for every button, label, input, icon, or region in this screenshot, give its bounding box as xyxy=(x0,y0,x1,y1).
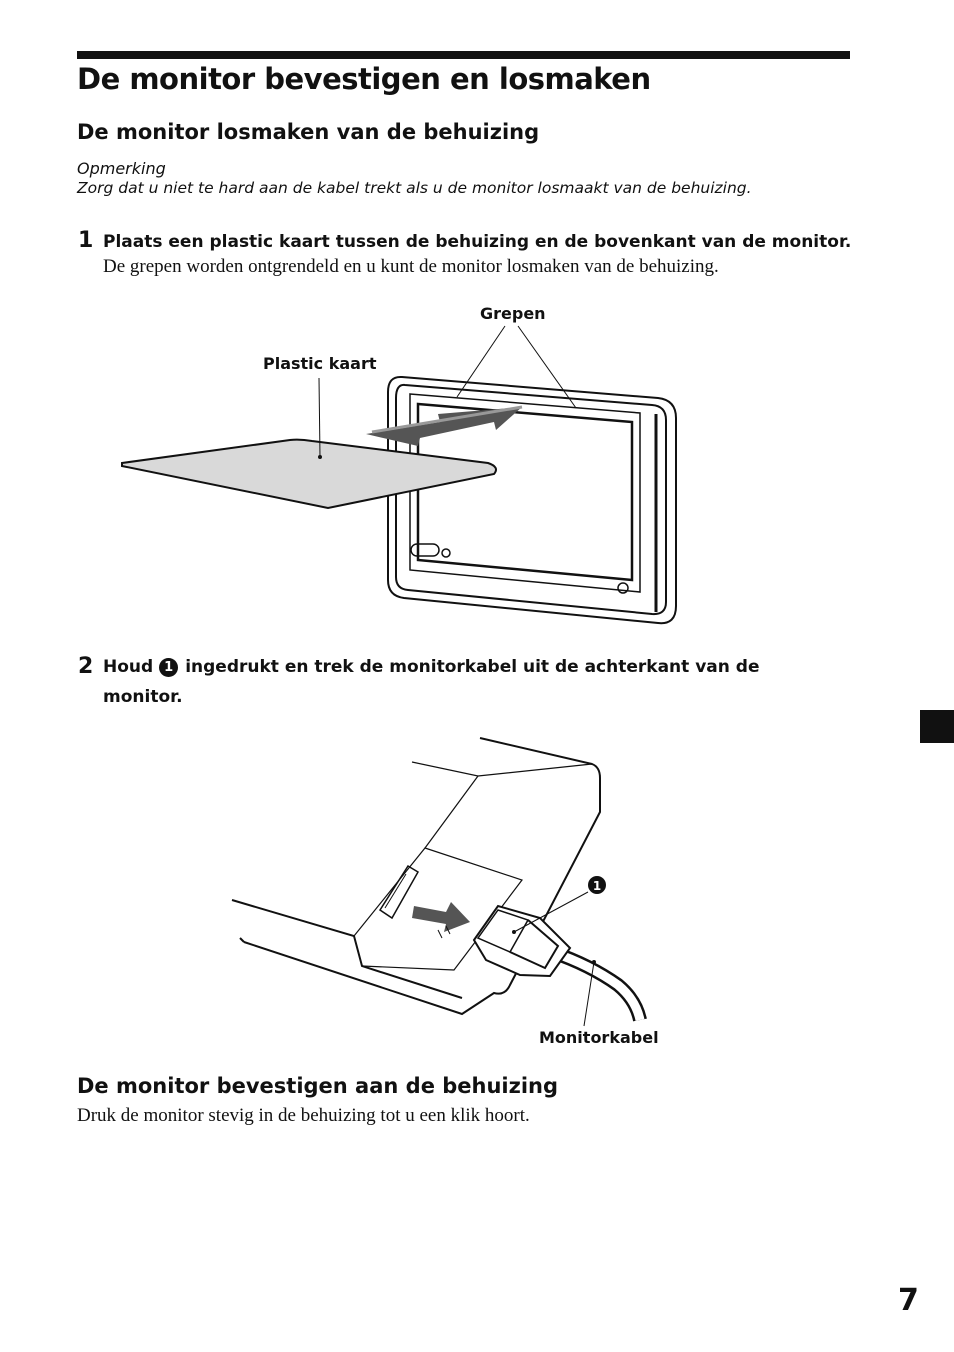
callout-1-figure-label: 1 xyxy=(592,879,602,893)
section-heading-attach: De monitor bevestigen aan de behuizing xyxy=(77,1074,559,1098)
step-2-text-before: Houd xyxy=(103,657,154,677)
attach-body-text: Druk de monitor stevig in de behuizing tot u een klik hoort. xyxy=(77,1105,530,1126)
step-2-instruction-line2: monitor. xyxy=(103,687,183,707)
callout-1-icon: 1 xyxy=(159,658,178,677)
step-2-number: 2 xyxy=(78,654,94,679)
label-monitorkabel: Monitorkabel xyxy=(539,1028,659,1047)
page-title: De monitor bevestigen en losmaken xyxy=(77,62,651,96)
step-2-text-after: ingedrukt en trek de monitorkabel uit de achterkant van de xyxy=(185,657,760,677)
note-label: Opmerking xyxy=(77,159,166,178)
note-text: Zorg dat u niet te hard aan de kabel trekt als u de monitor losmaakt van de behuizing. xyxy=(77,179,752,197)
label-grepen: Grepen xyxy=(480,304,546,323)
step-1-result: De grepen worden ontgrendeld en u kunt de monitor losmaken van de behuizing. xyxy=(103,256,719,277)
section-heading-detach: De monitor losmaken van de behuizing xyxy=(77,120,540,144)
side-index-tab xyxy=(920,710,954,743)
step-1-instruction: Plaats een plastic kaart tussen de behuizing en de bovenkant van de monitor. xyxy=(103,232,852,252)
page-number: 7 xyxy=(898,1283,919,1318)
step-1-number: 1 xyxy=(78,228,94,253)
label-plastic-kaart: Plastic kaart xyxy=(263,354,377,373)
